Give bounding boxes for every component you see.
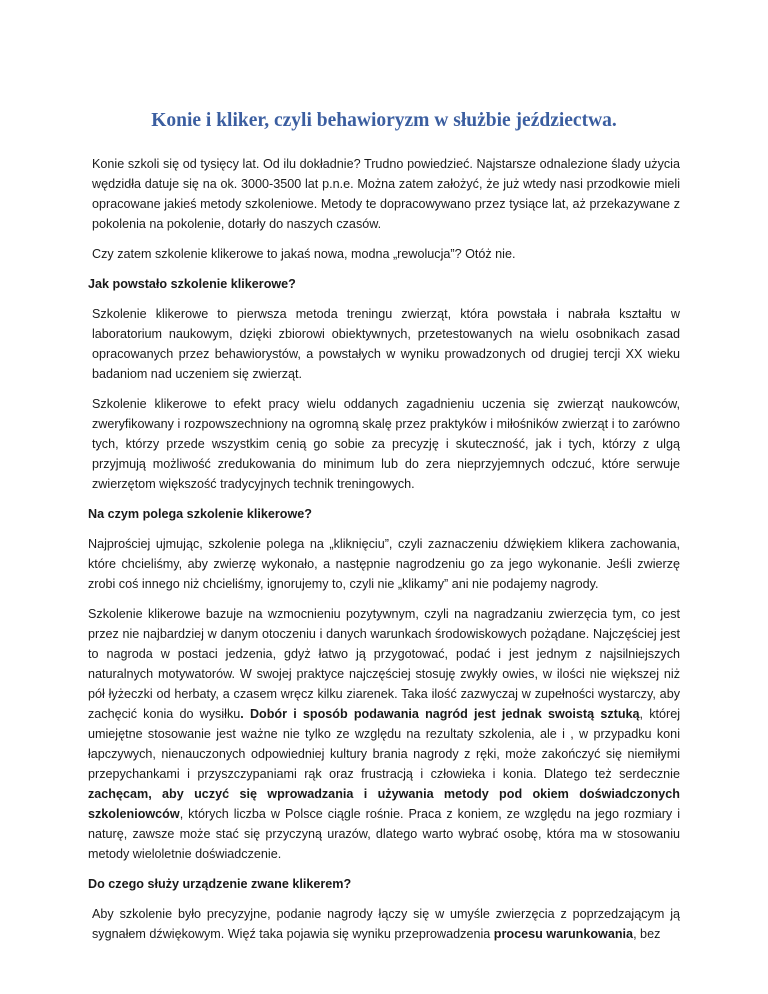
document-title: Konie i kliker, czyli behawioryzm w służbie jeździectwa.	[151, 110, 617, 131]
bold-text-run: . Dobór i sposób podawania nagród jest jednak swoistą sztuką	[240, 707, 640, 721]
text-run: Szkolenie klikerowe bazuje na wzmocnieniu pozytywnym, czyli na nagradzaniu zwierzęcia tym, co jest przez nie najbardziej w danym otoczeniu i danych warunkach środowiskowych pożądane. Najczęściej jest to nagroda w postaci jedzenia, gdyż łatwo ją przygotować, podać i jest jednym z najsilniejszych naturalnych motywatorów. W swojej praktyce najczęściej stosuję zwykły owies, w ilości nie większej niż pół łyżeczki od herbaty, a czasem wręcz kilku ziarenek. Taka ilość zazwyczaj w zupełności wystarczy, aby zachęcić konia do wysiłku	[88, 607, 680, 721]
section-heading-clicker: Do czego służy urządzenie zwane klikerem?	[88, 877, 352, 891]
section-heading-method: Na czym polega szkolenie klikerowe?	[88, 507, 312, 521]
section-heading-origin: Jak powstało szkolenie klikerowe?	[88, 277, 296, 291]
paragraph-intro: Konie szkoli się od tysięcy lat. Od ilu dokładnie? Trudno powiedzieć. Najstarsze odnalezione ślady użycia wędzidła datuje się na ok. 3000-3500 lat p.n.e. Można zatem założyć, że już wtedy nasi przodkowie mieli opracowane jakieś metody szkoleniowe. Metody te dopracowywano przez tysiące lat, aż przekazywane z pokolenia na pokolenie, dotarły do naszych czasów.	[92, 157, 680, 231]
paragraph-origin-1: Szkolenie klikerowe to pierwsza metoda treningu zwierząt, która powstała i nabrała kształtu w laboratorium naukowym, dzięki zbiorowi obiektywnych, przetestowanych na wielu osobnikach zasad opracowanych przez behawiorystów, a powstałych w wyniku prowadzonych od drugiej tercji XX wieku badaniom nad uczeniem się zwierząt.	[92, 307, 680, 381]
document-body	[88, 108, 680, 954]
text-run: , której umiejętne stosowanie jest ważne nie tylko ze względu na rezultaty szkolenia, ale i , w przypadku koni łapczywych, nienauczonych odpowiedniej kultury brania nagrody z ręki, może zakończyć się niemiłymi przepychankami i przyszczypaniami rąk oraz frustracją i człowieka i konia. Dlatego też serdecznie	[88, 707, 680, 781]
paragraph-method-1: Najprościej ujmując, szkolenie polega na „kliknięciu”, czyli zaznaczeniu dźwiękiem klikera zachowania, które chcieliśmy, aby zwierzę wykonało, a następnie nagrodzeniu go za jego wykonanie. Jeśli zwierzę zrobi coś innego niż chcieliśmy, ignorujemy to, czyli nie „klikamy” ani nie podajemy nagrody.	[88, 537, 680, 591]
paragraph-clicker-1	[88, 904, 680, 944]
text-run: Aby szkolenie było precyzyjne, podanie nagrody łączy się w umyśle zwierzęcia z poprzedzającym ją sygnałem dźwiękowym. Więź taka pojawia się wyniku przeprowadzenia	[92, 907, 680, 941]
text-run: , których liczba w Polsce ciągle rośnie. Praca z koniem, ze względu na jego rozmiary i naturę, zawsze może stać się przyczyną urazów, dlatego warto wybrać osobę, która ma w stosowaniu metody wieloletnie doświadczenie.	[88, 807, 680, 861]
paragraph-method-2	[88, 604, 680, 864]
paragraph-origin-2: Szkolenie klikerowe to efekt pracy wielu oddanych zagadnieniu uczenia się zwierząt naukowców, zweryfikowany i rozpowszechniony na ogromną skalę przez praktyków i miłośników zwierząt i to zarówno tych, którzy przede wszystkim cenią go sobie za precyzję i skuteczność, jak i tych, którzy z ulgą przyjmują możliwość zredukowania do minimum lub do zera nieprzyjemnych odczuć, które serwuje zwierzętom większość tradycyjnych technik treningowych.	[92, 397, 680, 491]
paragraph-question: Czy zatem szkolenie klikerowe to jakaś nowa, modna „rewolucja”? Otóż nie.	[92, 247, 516, 261]
text-run: , bez	[633, 927, 661, 941]
bold-text-run: zachęcam, aby uczyć się wprowadzania i używania metody pod okiem doświadczonych szkoleniowców	[88, 787, 680, 821]
bold-text-run: procesu warunkowania	[493, 927, 634, 941]
